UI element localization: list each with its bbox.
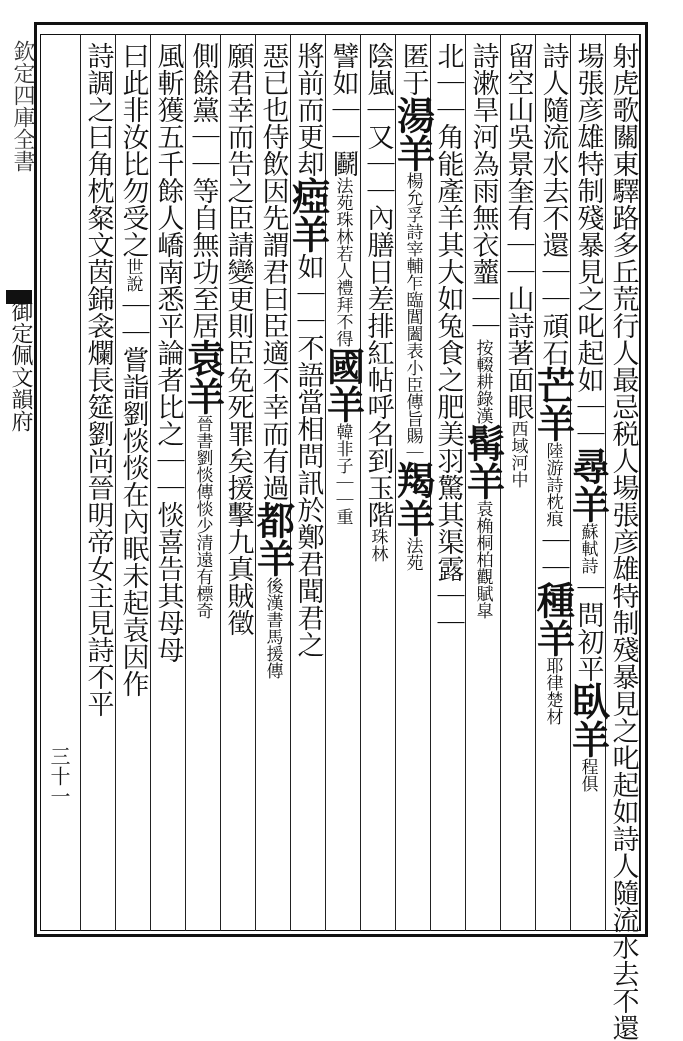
- body-text: 北｜｜角能產羊其大如兔食之肥美: [432, 42, 464, 447]
- body-text: 匿于: [397, 42, 429, 96]
- body-text: 詩人隨流水去不還｜｜頑石: [537, 42, 569, 366]
- text-column: [81, 42, 115, 717]
- entry-heading: 袁羊: [180, 339, 226, 415]
- entry-heading: 臥羊: [565, 682, 611, 758]
- page-number: 三十一: [47, 746, 71, 806]
- body-text: 將前而更却: [292, 42, 324, 177]
- text-column: [431, 42, 465, 636]
- body-text: 詩人隨流水去不還: [607, 825, 639, 1041]
- entry-heading: 羯羊: [390, 461, 436, 537]
- text-column: [285, 42, 331, 658]
- annotation: 陸游詩枕痕: [542, 442, 563, 527]
- entry-heading: 國羊: [320, 347, 366, 423]
- margin-header: 欽定四庫全書: [10, 40, 35, 172]
- annotation: 韓非子｜｜重: [332, 423, 353, 525]
- body-text: ｜｜: [537, 527, 569, 581]
- entry-heading: 尋羊: [565, 447, 611, 523]
- body-text: 詩調之曰角枕粲文茵錦衾爛長筵劉尚晉明帝女主見詩不平: [82, 42, 114, 717]
- body-text: 詩漱旱河為雨無衣虀｜｜: [467, 42, 499, 339]
- text-column: [530, 42, 576, 725]
- body-text: 論者比之｜｜惔喜告其母母: [152, 339, 184, 663]
- text-column: [361, 42, 395, 562]
- body-text: 曰此非汝比勿受之: [117, 42, 149, 258]
- annotation: 楊允孚詩宰輔乍臨閶闔表小臣傳旨賜｜: [402, 172, 423, 461]
- annotation: 後漢書馬援傳: [262, 577, 283, 679]
- body-text: ｜問初平: [572, 574, 604, 682]
- body-text: ｜｜嘗詣劉惔惔在內眠未起袁因作: [117, 292, 149, 697]
- body-text: 著面眼: [502, 339, 534, 420]
- entry-heading: 芒羊: [530, 366, 576, 442]
- column-rule: [640, 34, 641, 931]
- body-text: 射虎歌關東驛路多丘荒行人最忌税人: [607, 42, 639, 474]
- entry-heading: 種羊: [530, 581, 576, 657]
- annotation: 西域河中: [507, 420, 528, 488]
- text-column: [565, 42, 611, 792]
- body-text: 如｜｜不語當相問訊: [292, 253, 324, 496]
- annotation: 蘇軾詩: [577, 523, 598, 574]
- text-column: [116, 42, 150, 697]
- body-text: 於鄭君聞君之: [292, 496, 324, 658]
- text-column: [151, 42, 185, 663]
- entry-heading: 都羊: [250, 501, 296, 577]
- body-text: 羽驚其渠露｜｜: [432, 447, 464, 636]
- annotation: 程俱: [577, 758, 598, 792]
- body-text: 惡已也侍飲因先謂君曰臣適不幸而有過: [257, 42, 289, 501]
- annotation: 按輟耕錄漢: [472, 339, 493, 424]
- body-text: 譬如｜｜鬬: [327, 42, 359, 177]
- text-column: [250, 42, 296, 679]
- body-text: 側餘黨｜｜等自無功至居: [187, 42, 219, 339]
- annotation: 法苑珠林若人禮拜不得: [332, 177, 353, 347]
- body-text: 願君幸而告之臣請變更則臣免死罪矣: [222, 42, 254, 474]
- annotation: 晉書劉惔傳惔少清遠有標奇: [192, 415, 213, 619]
- body-text: 陰嵐: [362, 42, 394, 96]
- annotation: 世說: [122, 258, 143, 292]
- body-text: 留空山吳景奎有｜｜山詩: [502, 42, 534, 339]
- entry-heading: 髯羊: [460, 424, 506, 500]
- entry-heading: 湯羊: [390, 96, 436, 172]
- body-text: 場張彦雄特制殘暴見之叱起如: [607, 474, 639, 825]
- text-column: [460, 42, 506, 619]
- body-text: 援擊九真賊徵: [222, 474, 254, 636]
- text-column: [501, 42, 535, 488]
- body-text: 場張彦雄特制殘暴見之叱起如｜｜: [572, 42, 604, 447]
- text-column: [180, 42, 226, 619]
- body-text: 風斬獲五千餘人嶠南悉平: [152, 42, 184, 339]
- annotation: 袁桷桐柏觀賦皐: [472, 500, 493, 619]
- annotation: 法苑: [402, 537, 423, 571]
- annotation: 耶律楚材: [542, 657, 563, 725]
- text-column: [221, 42, 255, 636]
- entry-heading: 瘂羊: [285, 177, 331, 253]
- text-column: [390, 42, 436, 571]
- body-text: ｜又｜｜內膳日差排紅帖呼名到玉階: [362, 96, 394, 528]
- book-title: 御定佩文韻府: [8, 300, 33, 432]
- text-column: [320, 42, 366, 525]
- annotation: 珠林: [367, 528, 388, 562]
- text-column: [606, 42, 640, 1041]
